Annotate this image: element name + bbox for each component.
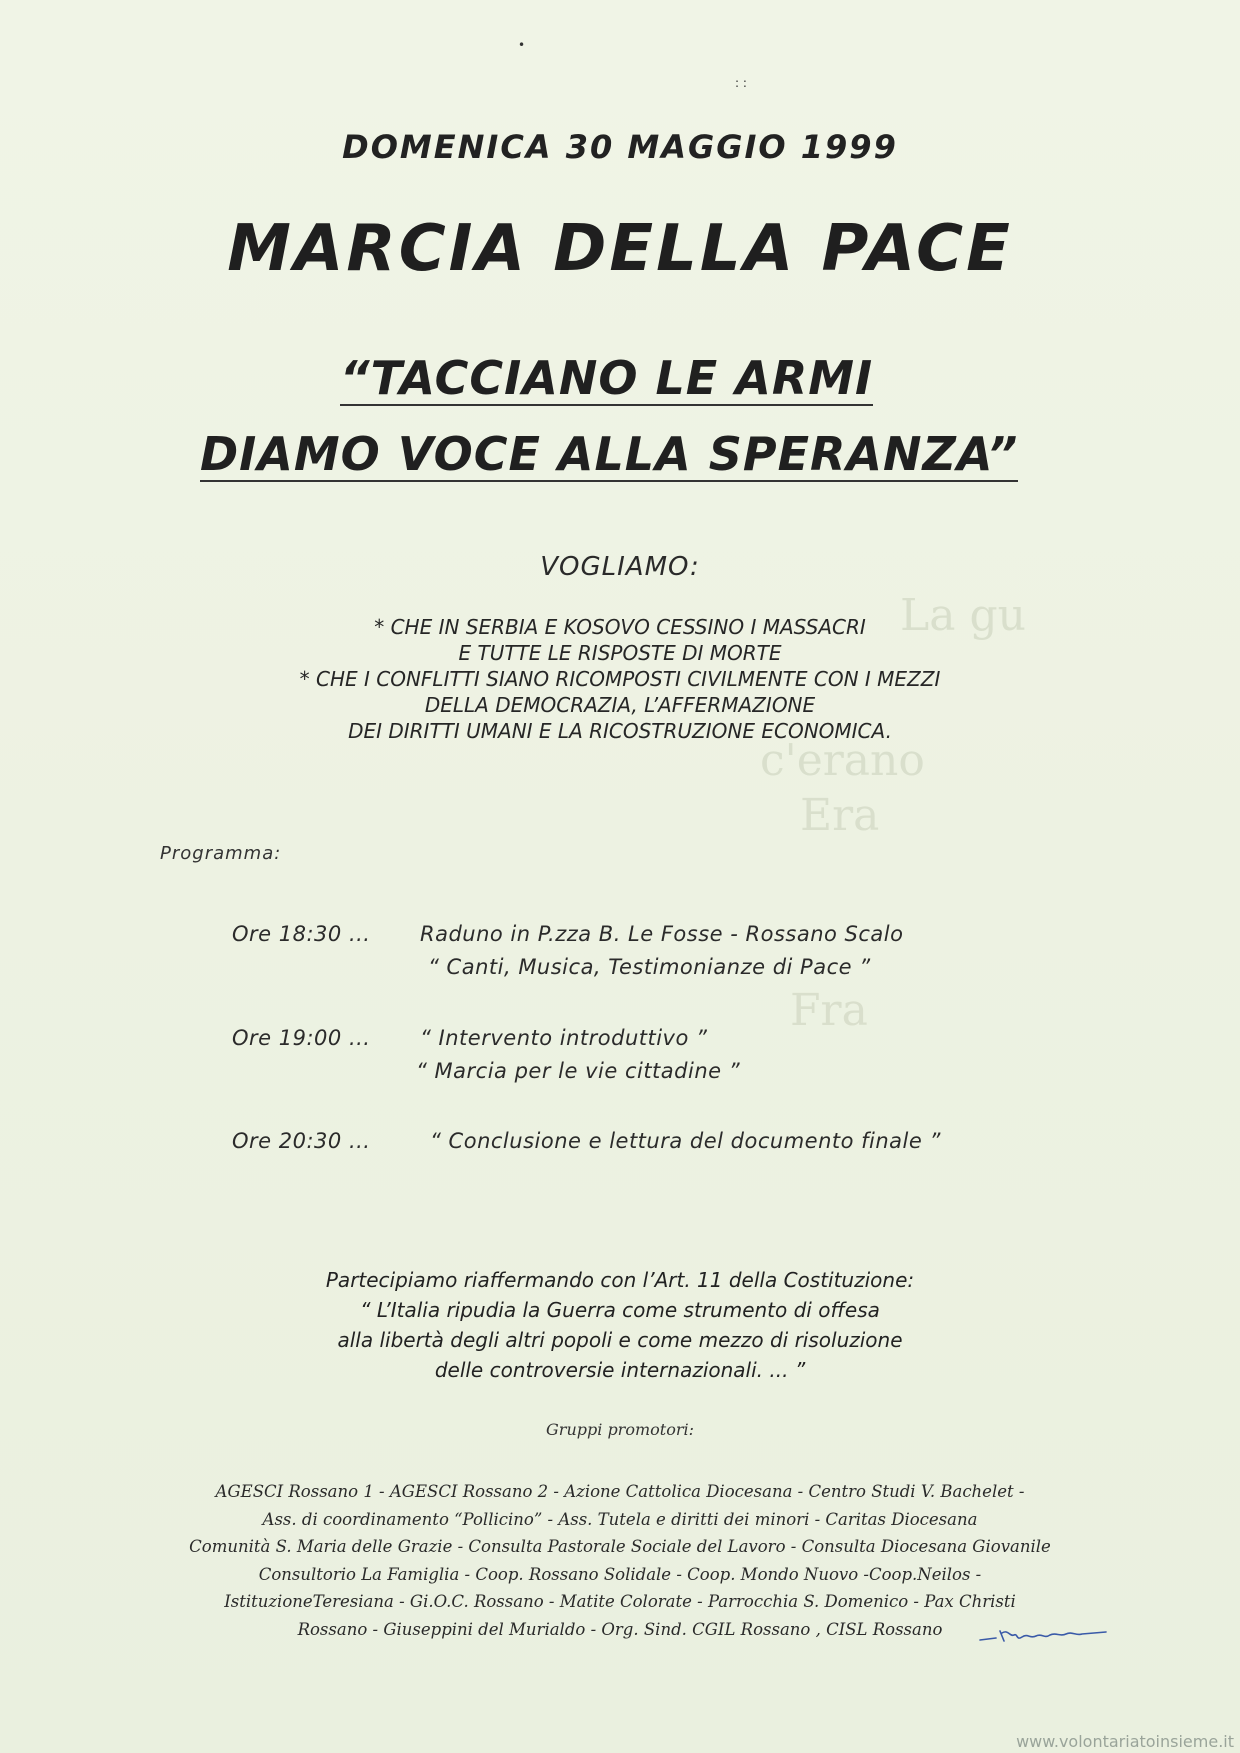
promoters-line: AGESCI Rossano 1 - AGESCI Rossano 2 - Azione Cattolica Diocesana - Centro Studi V. Bachelet - bbox=[215, 1482, 1025, 1501]
demand-line: DEI DIRITTI UMANI E LA RICOSTRUZIONE ECONOMICA. bbox=[348, 719, 892, 743]
program-time: Ore 20:30 ... bbox=[232, 1129, 371, 1153]
source-watermark: www.volontariatoinsieme.it bbox=[1016, 1732, 1234, 1751]
quote-line: alla libertà degli altri popoli e come mezzo di risoluzione bbox=[337, 1328, 903, 1352]
demands-heading: VOGLIAMO: bbox=[540, 552, 700, 582]
program-detail: Raduno in P.zza B. Le Fosse - Rossano Scalo bbox=[420, 922, 904, 946]
bleed-through-texture: La gu c'erano Era Fra bbox=[760, 590, 1026, 1036]
promoters-line: Consultorio La Famiglia - Coop. Rossano Solidale - Coop. Mondo Nuovo -Coop.Neilos - bbox=[258, 1564, 982, 1584]
quote-line: delle controversie internazionali. ... ” bbox=[434, 1358, 806, 1382]
handwritten-signature bbox=[978, 1623, 1128, 1649]
event-date: DOMENICA 30 MAGGIO 1999 bbox=[342, 128, 898, 166]
promoters-label: Gruppi promotori: bbox=[546, 1420, 694, 1439]
promoters-line: Ass. di coordinamento “Pollicino” - Ass. Tutela e diritti dei minori - Caritas Diocesana bbox=[262, 1509, 978, 1529]
program-time: Ore 18:30 ... bbox=[232, 922, 371, 946]
program-detail: “ Canti, Musica, Testimonianze di Pace ” bbox=[428, 955, 871, 979]
scan-specks: : : bbox=[735, 76, 747, 90]
program-time: Ore 19:00 ... bbox=[232, 1026, 371, 1050]
promoters-line: Comunità S. Maria delle Grazie - Consulta Pastorale Sociale del Lavoro - Consulta Diocesana Giovanile bbox=[189, 1537, 1051, 1556]
promoters-line: IstituzioneTeresiana - Gi.O.C. Rossano - Matite Colorate - Parrocchia S. Domenico - Pax Christi bbox=[224, 1592, 1016, 1611]
demands-list bbox=[0, 614, 1240, 744]
quote-line: Partecipiamo riaffermando con l’Art. 11 della Costituzione: bbox=[325, 1268, 915, 1292]
event-title: MARCIA DELLA PACE bbox=[227, 212, 1013, 286]
demand-line: * CHE IN SERBIA E KOSOVO CESSINO I MASSACRI bbox=[374, 615, 866, 639]
program-detail: “ Intervento introduttivo ” bbox=[420, 1026, 708, 1050]
program-detail: “ Marcia per le vie cittadine ” bbox=[416, 1059, 741, 1083]
promoters-list bbox=[0, 1478, 1240, 1643]
program-detail: “ Conclusione e lettura del documento finale ” bbox=[430, 1129, 941, 1153]
slogan-line-1: “TACCIANO LE ARMI bbox=[340, 351, 874, 405]
demand-line: E TUTTE LE RISPOSTE DI MORTE bbox=[458, 641, 782, 665]
demand-line: DELLA DEMOCRAZIA, L’AFFERMAZIONE bbox=[424, 693, 816, 717]
constitution-quote bbox=[0, 1265, 1240, 1385]
program-label: Programma: bbox=[160, 843, 282, 864]
slogan-line-2: DIAMO VOCE ALLA SPERANZA” bbox=[200, 427, 1019, 481]
demand-line: * CHE I CONFLITTI SIANO RICOMPOSTI CIVILMENTE CON I MEZZI bbox=[299, 667, 941, 691]
scan-specks: • bbox=[518, 38, 526, 52]
quote-line: “ L’Italia ripudia la Guerra come strumento di offesa bbox=[360, 1298, 880, 1322]
promoters-line: Rossano - Giuseppini del Murialdo - Org. Sind. CGIL Rossano , CISL Rossano bbox=[297, 1619, 943, 1639]
